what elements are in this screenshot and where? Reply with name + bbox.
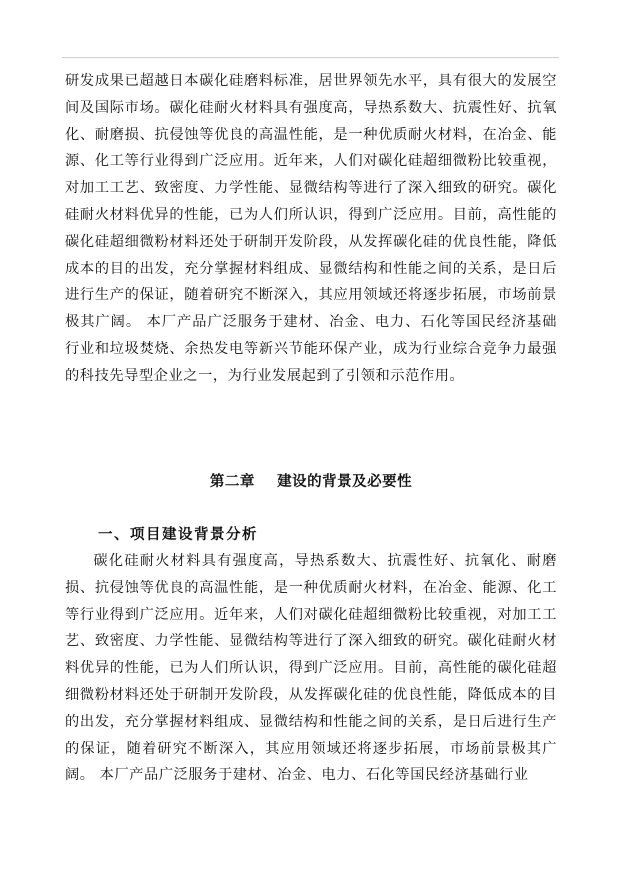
- section-title: 一、项目建设背景分析: [98, 526, 258, 543]
- chapter-title: 第二章 建设的背景及必要性: [209, 473, 413, 490]
- body-paragraph-background: 碳化硅耐火材料具有强度高，导热系数大、抗震性好、抗氧化、耐磨损、抗侵蚀等优良的高温性能，是一种优质耐火材料，在冶金、能源、化工等行业得到广泛应用。近年来，人们对碳化硅超细微粉比较重视，对加工工艺、致密度、力学性能、显微结构等进行了深入细致的研究。碳化硅耐火材料优异的性能，已为人们所认识，得到广泛应用。目前，高性能的碳化硅超细微粉材料还处于研制开发阶段，从发挥碳化硅的优良性能，降低成本的目的出发，充分掌握材料组成、显微结构和性能之间的关系，是日后进行生产的保证，随着研究不断深入，其应用领域还将逐步拓展，市场前景极其广阔。 本厂产品广泛服务于建材、冶金、电力、石化等国民经济基础行业: [65, 553, 557, 784]
- body-paragraph-intro: 研发成果已超越日本碳化硅磨料标准，居世界领先水平，具有很大的发展空间及国际市场。碳化硅耐火材料具有强度高，导热系数大、抗震性好、抗氧化、耐磨损、抗侵蚀等优良的高温性能，是一种优质耐火材料，在冶金、能源、化工等行业得到广泛应用。近年来，人们对碳化硅超细微粉比较重视，对加工工艺、致密度、力学性能、显微结构等进行了深入细致的研究。碳化硅耐火材料优异的性能，已为人们所认识，得到广泛应用。目前，高性能的碳化硅超细微粉材料还处于研制开发阶段，从发挥碳化硅的优良性能，降低成本的目的出发，充分掌握材料组成、显微结构和性能之间的关系，是日后进行生产的保证，随着研究不断深入，其应用领域还将逐步拓展，市场前景极其广阔。 本厂产品广泛服务于建材、冶金、电力、石化等国民经济基础行业和垃圾焚烧、余热发电等新兴节能环保产业，成为行业综合竞争力最强的科技先导型企业之一，为行业发展起到了引领和示范作用。: [65, 73, 557, 384]
- header-divider: [62, 57, 559, 58]
